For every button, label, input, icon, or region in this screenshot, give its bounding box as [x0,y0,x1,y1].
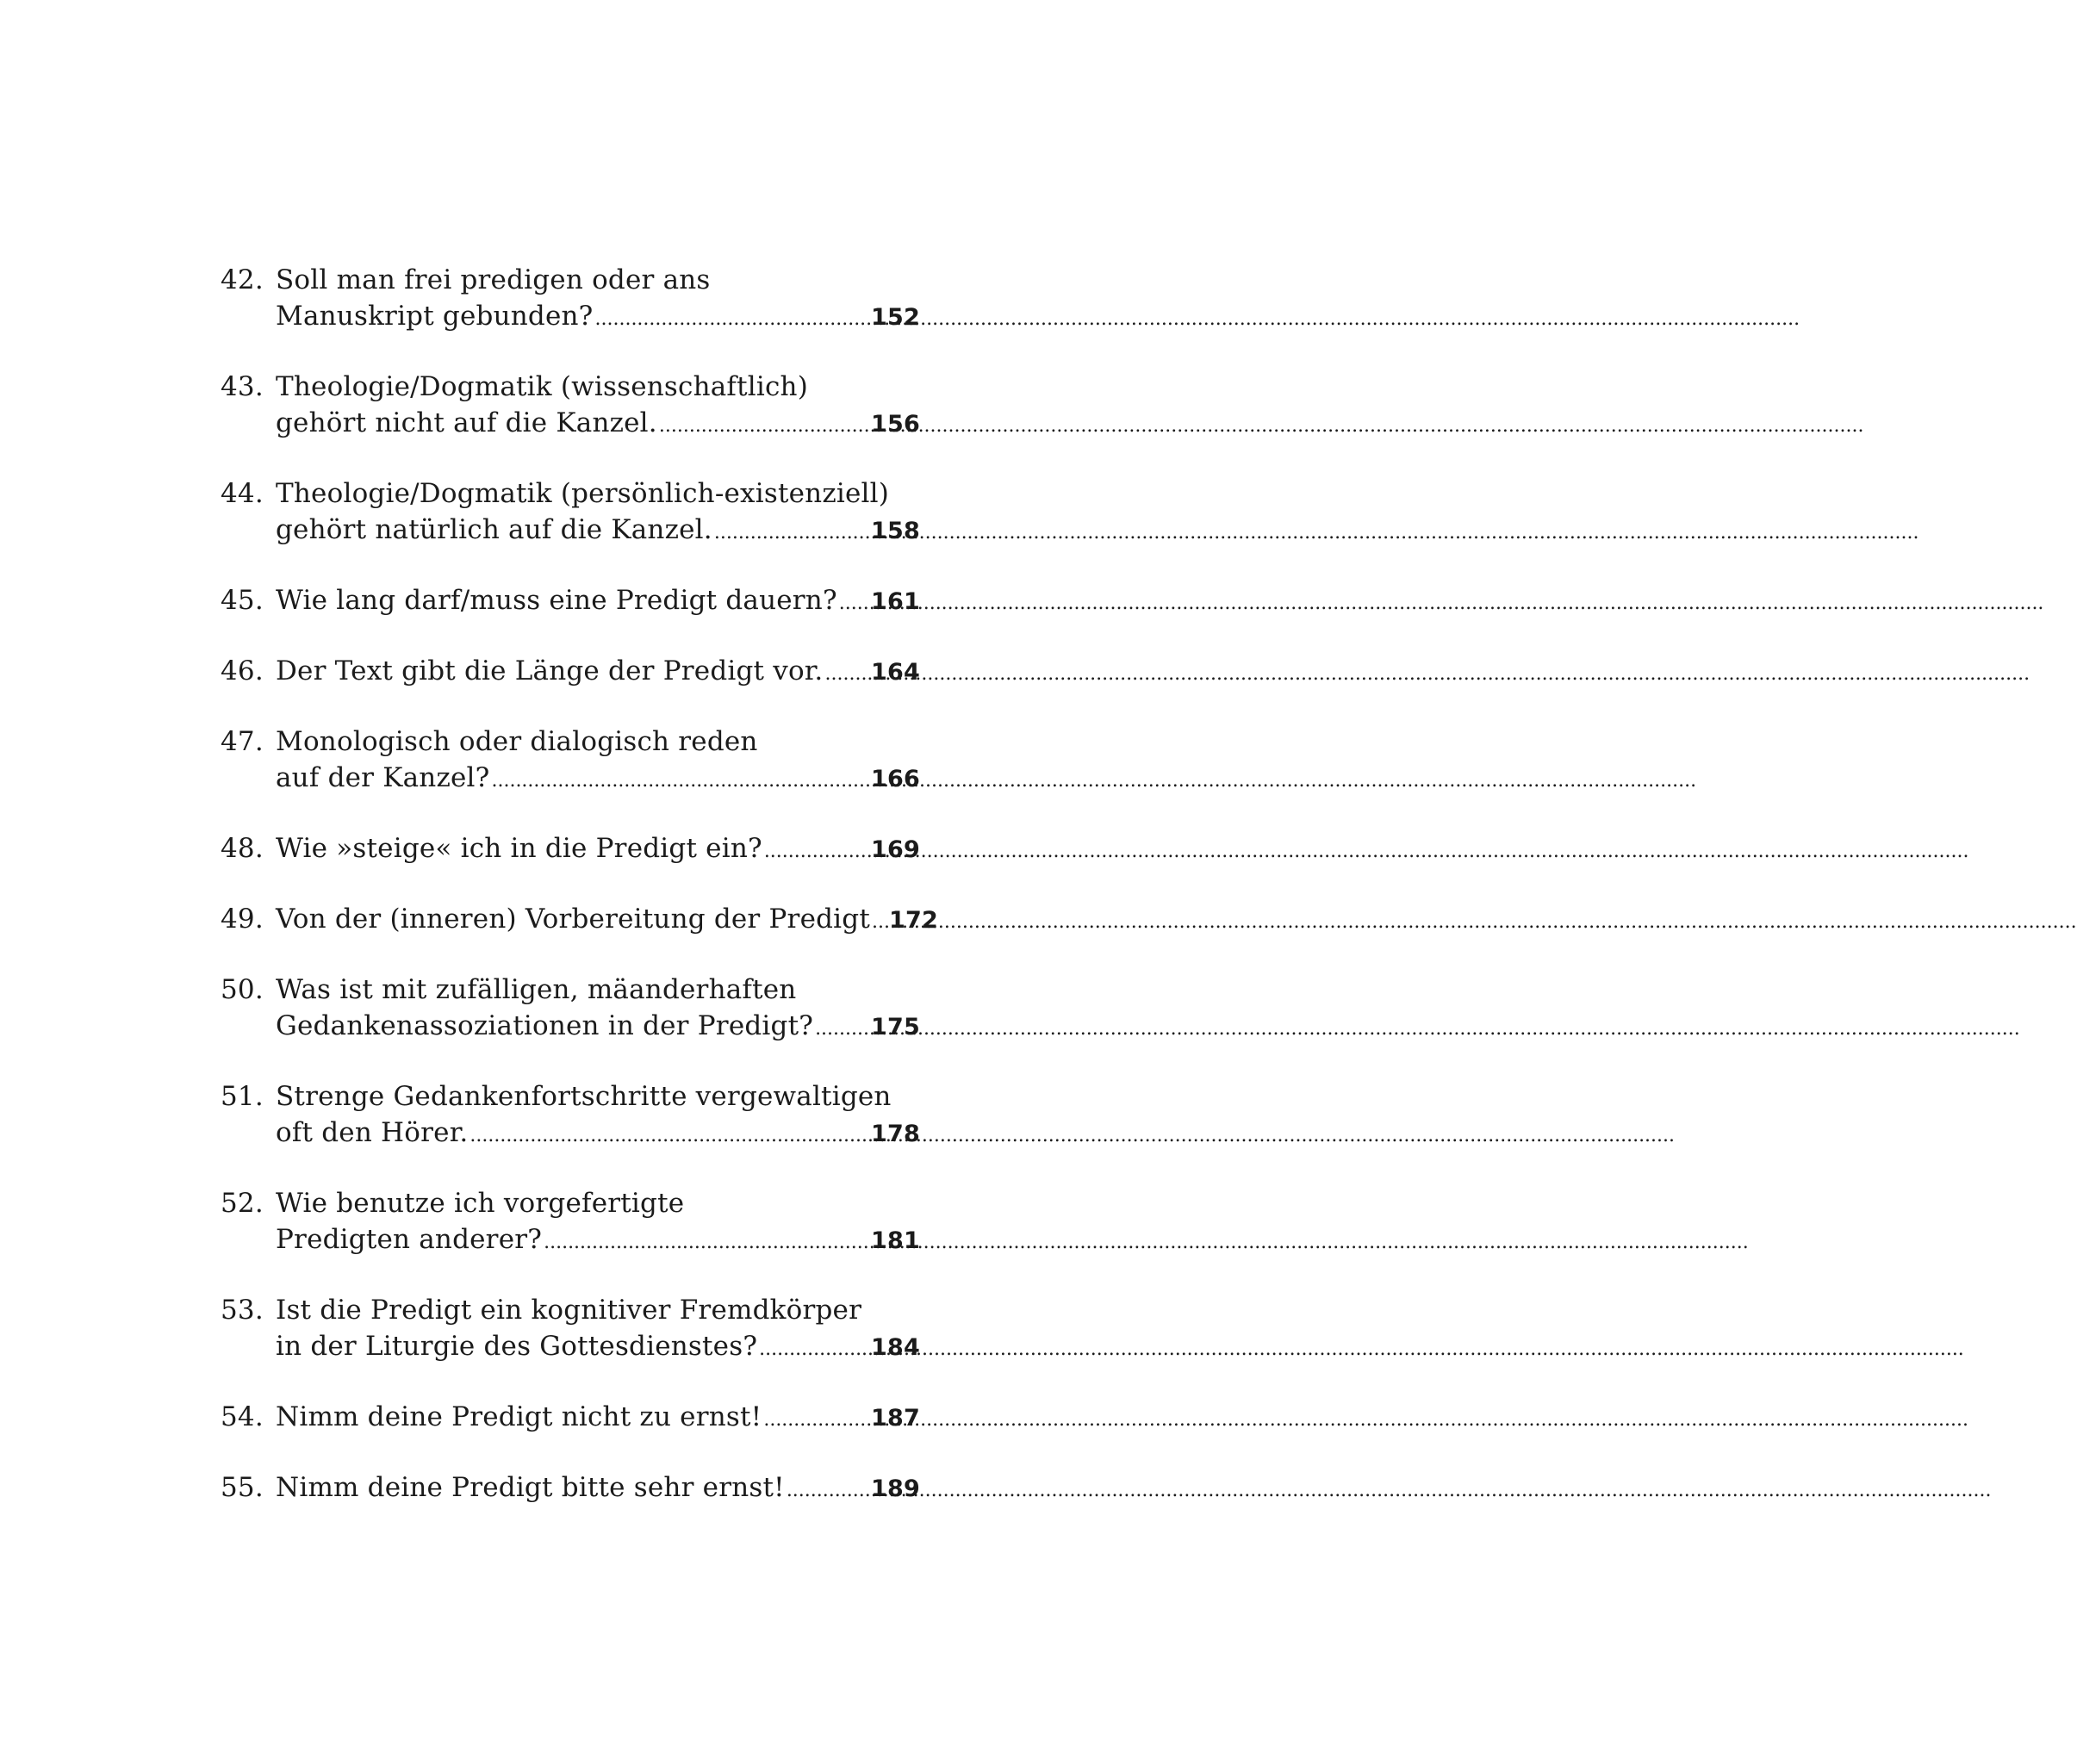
entry-body [276,1399,920,1438]
entry-title: Soll man frei predigen oder ans [276,264,711,295]
entry-body [276,1185,920,1261]
dot-leader [764,830,866,870]
entry-number: 50. [221,974,264,1005]
dot-leader [594,298,866,338]
entry-title: Theologie/Dogmatik (persönlich-existenziell) [276,478,890,509]
toc-entry[interactable] [221,1185,920,1292]
entry-body [276,369,920,444]
entry-title: Monologisch oder dialogisch reden [276,726,758,757]
entry-number: 45. [221,585,264,616]
dot-leader [787,1469,866,1509]
entry-body [276,972,920,1047]
dot-leader [815,1008,866,1047]
toc-entry[interactable] [221,1292,920,1399]
entry-title: Strenge Gedankenfortschritte vergewaltigen [276,1081,892,1112]
toc-entry[interactable] [221,262,920,369]
dot-leader [759,1328,866,1368]
toc-entry[interactable] [221,972,920,1078]
entry-last-line [276,1221,920,1261]
dot-leader [763,1399,866,1438]
entry-title: Nimm deine Predigt nicht zu ernst! [276,1401,762,1432]
entry-title: Ist die Predigt ein kognitiver Fremdkörper [276,1295,862,1326]
entry-body [276,901,938,941]
entry-number: 47. [221,726,264,757]
entry-title: Wie »steige« ich in die Predigt ein? [276,833,762,864]
entry-title-continued: auf der Kanzel? [276,762,490,793]
dot-leader [872,901,884,941]
page-number: 189 [871,1475,920,1502]
entry-title-continued: Predigten anderer? [276,1224,543,1255]
toc-entry[interactable] [221,1469,920,1506]
page-number: 178 [871,1121,920,1147]
dot-leader [659,405,866,444]
entry-last-line [276,1008,920,1047]
entry-last-line [276,582,920,622]
entry-body [276,653,920,693]
entry-last-line [276,1328,920,1368]
page-number: 156 [871,411,920,438]
entry-last-line [276,405,920,444]
page-number: 181 [871,1227,920,1254]
table-of-contents [221,262,938,1506]
toc-entry[interactable] [221,582,920,653]
entry-last-line [276,1399,920,1438]
page-number: 187 [871,1405,920,1432]
entry-number: 49. [221,904,264,935]
entry-last-line [276,760,920,799]
toc-entry[interactable] [221,724,920,830]
entry-title-continued: Manuskript gebunden? [276,301,594,332]
entry-number: 42. [221,264,264,295]
toc-entry[interactable] [221,1078,920,1185]
entry-last-line [276,1115,920,1154]
page-number: 161 [871,588,920,615]
entry-body [276,582,920,622]
entry-title-continued: in der Liturgie des Gottesdienstes? [276,1331,758,1362]
entry-title: Von der (inneren) Vorbereitung der Predigt [276,904,870,935]
entry-body [276,1469,920,1509]
entry-last-line [276,901,938,941]
toc-entry[interactable] [221,830,920,901]
toc-entry[interactable] [221,369,920,475]
dot-leader [714,512,866,551]
entry-number: 51. [221,1081,264,1112]
entry-title: Nimm deine Predigt bitte sehr ernst! [276,1472,785,1503]
entry-title: Wie lang darf/muss eine Predigt dauern? [276,585,837,616]
dot-leader [491,760,866,799]
toc-entry[interactable] [221,901,938,972]
entry-body [276,1078,920,1154]
toc-entry[interactable] [221,1399,920,1469]
entry-title: Der Text gibt die Länge der Predigt vor. [276,655,824,686]
entry-title-continued: gehört natürlich auf die Kanzel. [276,514,712,545]
entry-body [276,724,920,799]
page-number: 166 [871,766,920,792]
entry-last-line [276,1469,920,1509]
entry-body [276,475,920,551]
entry-title: Wie benutze ich vorgefertigte [276,1188,685,1219]
dot-leader [824,653,866,693]
entry-last-line [276,298,920,338]
entry-number: 44. [221,478,264,509]
toc-entry[interactable] [221,653,920,724]
entry-number: 52. [221,1188,264,1219]
entry-body [276,262,920,338]
entry-last-line [276,830,920,870]
entry-last-line [276,512,920,551]
entry-number: 54. [221,1401,264,1432]
entry-title: Was ist mit zufälligen, mäanderhaften [276,974,797,1005]
entry-number: 53. [221,1295,264,1326]
entry-title-continued: Gedankenassoziationen in der Predigt? [276,1010,814,1041]
page-number: 184 [871,1334,920,1361]
toc-entry[interactable] [221,475,920,582]
page-number: 152 [871,304,920,331]
page-number: 164 [871,659,920,686]
entry-number: 48. [221,833,264,864]
dot-leader [544,1221,866,1261]
page-number: 172 [888,907,938,934]
entry-title-continued: oft den Hörer. [276,1117,469,1148]
entry-body [276,830,920,870]
entry-last-line [276,653,920,693]
entry-number: 46. [221,655,264,686]
entry-number: 55. [221,1472,264,1503]
page-number: 158 [871,518,920,544]
entry-number: 43. [221,371,264,402]
page-number: 175 [871,1014,920,1040]
entry-body [276,1292,920,1368]
dot-leader [470,1115,866,1154]
entry-title: Theologie/Dogmatik (wissenschaftlich) [276,371,808,402]
dot-leader [839,582,866,622]
entry-title-continued: gehört nicht auf die Kanzel. [276,407,657,438]
page-number: 169 [871,836,920,863]
